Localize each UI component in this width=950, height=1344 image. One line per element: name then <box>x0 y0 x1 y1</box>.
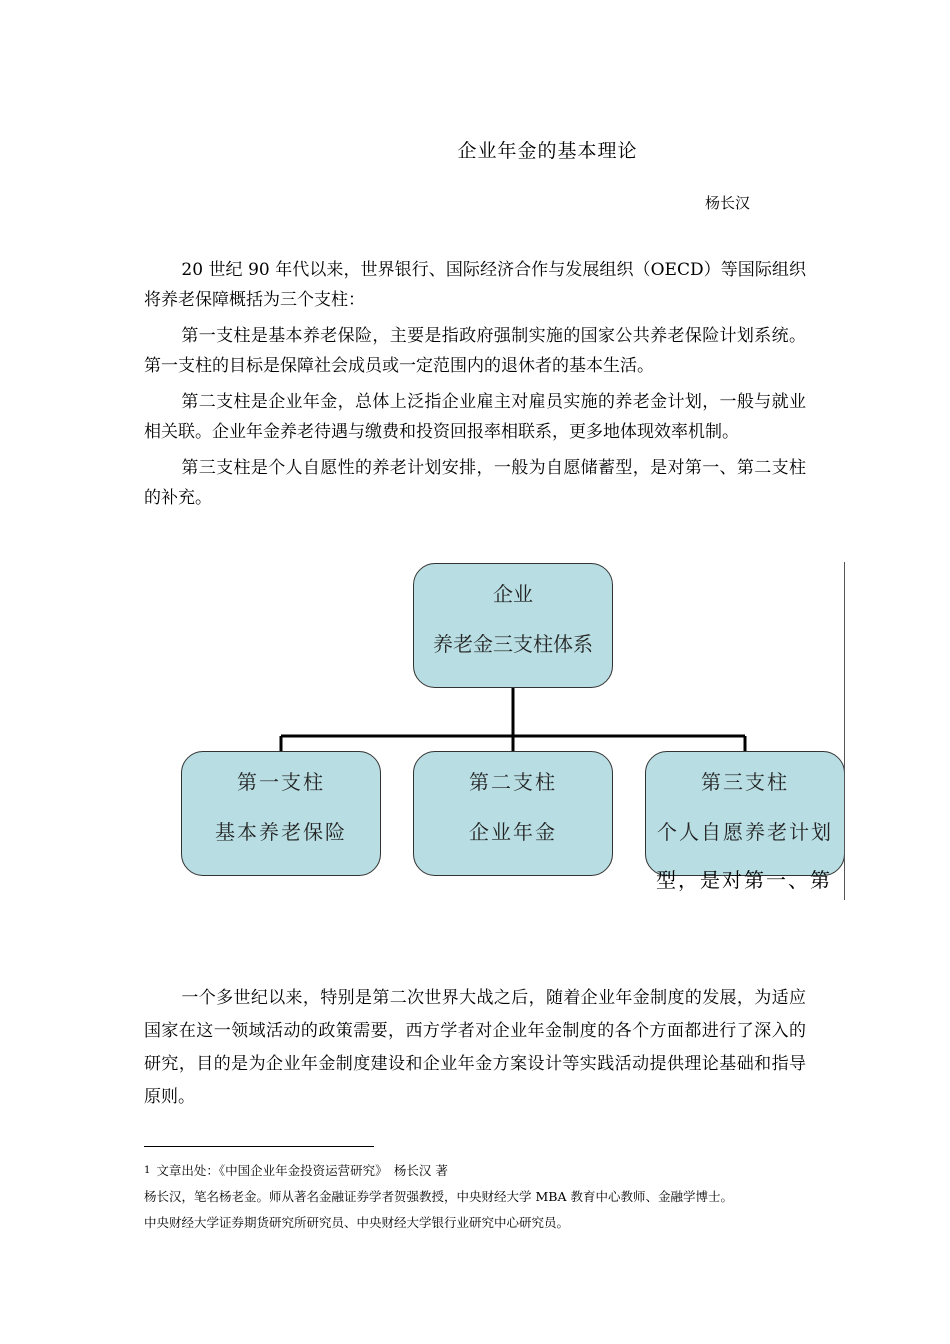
paragraph: 第二支柱是企业年金，总体上泛指企业雇主对雇员实施的养老金计划，一般与就业相关联。企业年金养老待遇与缴费和投资回报率相联系，更多地体现效率机制。 <box>144 392 806 442</box>
closing-section <box>144 982 806 1114</box>
overflow-text: 型，是对第一、第 <box>656 868 832 892</box>
node-line: 基本养老保险 <box>215 820 347 844</box>
node-line: 第一支柱 <box>237 770 325 794</box>
author-name: 杨长汉 <box>705 194 751 212</box>
intro-section <box>144 255 806 519</box>
footnote <box>144 1158 824 1236</box>
node-line: 第二支柱 <box>469 770 557 794</box>
paragraph: 一个多世纪以来，特别是第二次世界大战之后，随着企业年金制度的发展，为适应国家在这一领域活动的政策需要，西方学者对企业年金制度的各个方面都进行了深入的研究，目的是为企业年金制度建设和企业年金方案设计等实践活动提供理论基础和指导原则。 <box>144 988 806 1107</box>
footnote-mark: 1 <box>144 1165 151 1176</box>
paragraph: 第三支柱是个人自愿性的养老计划安排，一般为自愿储蓄型，是对第一、第二支柱的补充。 <box>144 458 806 508</box>
diagram-root-node <box>413 563 613 688</box>
paragraph: 20 世纪 90 年代以来，世界银行、国际经济合作与发展组织（OECD）等国际组织将养老保障概括为三个支柱： <box>144 260 806 310</box>
paragraph: 第一支柱是基本养老保险，主要是指政府强制实施的国家公共养老保险计划系统。第一支柱的目标是保障社会成员或一定范围内的退休者的基本生活。 <box>144 326 806 376</box>
footnote-source: 文章出处：《中国企业年金投资运营研究》 杨长汉 著 <box>156 1163 448 1178</box>
node-line: 第三支柱 <box>701 770 789 794</box>
footnote-divider <box>144 1146 374 1147</box>
node-line: 企业 <box>493 582 533 606</box>
diagram-node-pillar-1 <box>181 751 381 876</box>
node-line: 企业年金 <box>469 820 557 844</box>
node-line: 个人自愿养老计划 <box>657 820 833 844</box>
footnote-line <box>144 1158 824 1184</box>
footnote-line: 杨长汉，笔名杨老金。师从著名金融证券学者贺强教授，中央财经大学 MBA 教育中心教师、金融学博士。 <box>144 1189 733 1204</box>
footnote-line: 中央财经大学证券期货研究所研究员、中央财经大学银行业研究中心研究员。 <box>144 1215 570 1230</box>
node-line: 养老金三支柱体系 <box>433 632 593 656</box>
page-title: 企业年金的基本理论 <box>457 140 638 162</box>
text-frame-edge <box>844 562 845 900</box>
diagram-node-pillar-3 <box>645 751 845 876</box>
diagram-node-pillar-2 <box>413 751 613 876</box>
